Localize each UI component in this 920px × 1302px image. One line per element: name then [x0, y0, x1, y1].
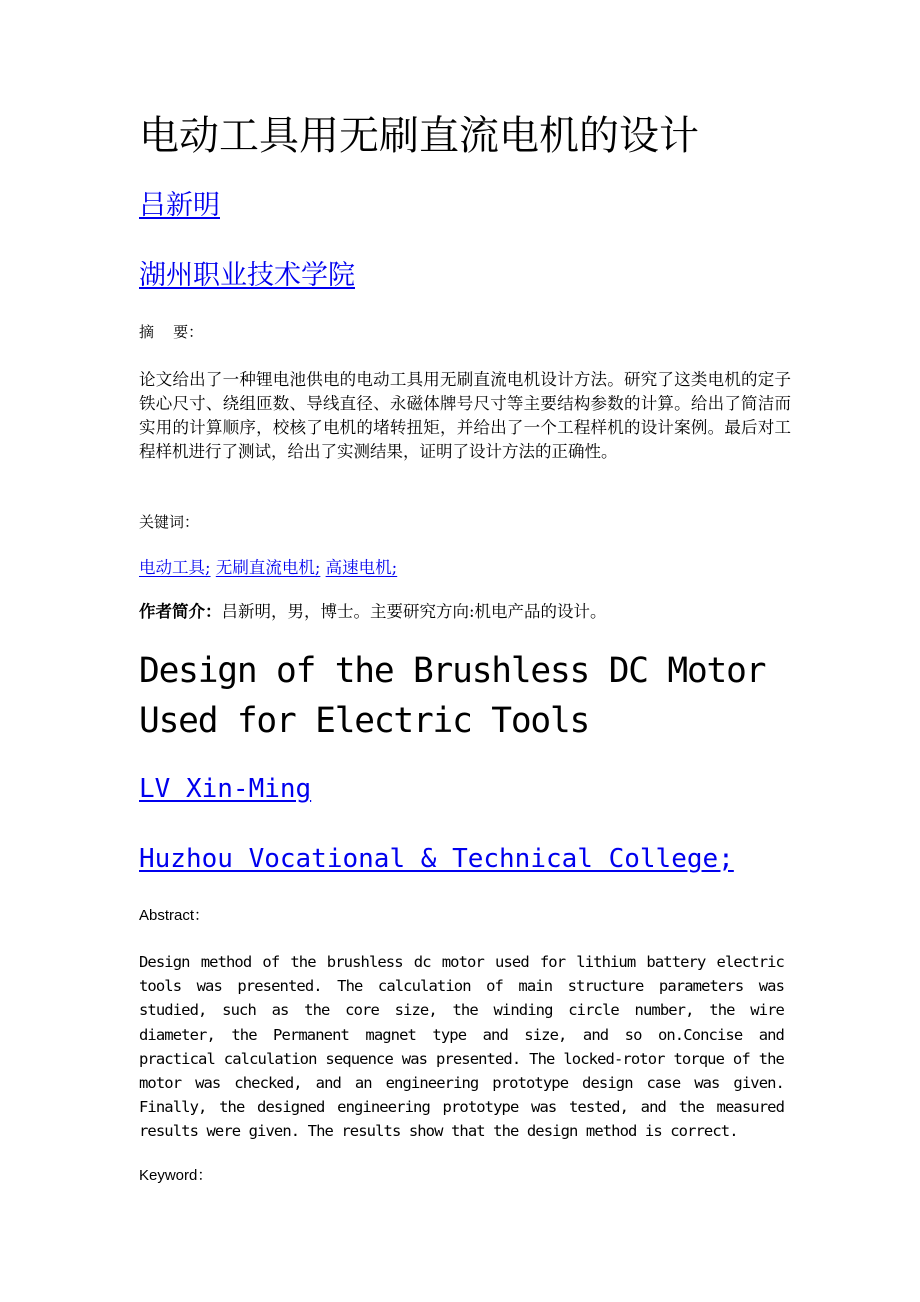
english-title: Design of the Brushless DC Motor Used for Electric Tools [139, 651, 766, 741]
chinese-abstract-label: 摘 要： [139, 323, 204, 341]
chinese-affiliation [139, 258, 355, 294]
chinese-keywords [139, 556, 397, 580]
chinese-affiliation-link[interactable]: 湖州职业技术学院 [139, 260, 355, 291]
keyword-link-electric-tools[interactable]: 电动工具; [139, 558, 211, 577]
keyword-link-bldc-motor[interactable]: 无刷直流电机; [215, 558, 321, 577]
english-affiliation [139, 840, 734, 878]
author-bio-label: 作者简介： [139, 602, 222, 621]
english-author-link[interactable]: LV Xin-Ming [139, 774, 312, 804]
chinese-title: 电动工具用无刷直流电机的设计 [139, 113, 699, 159]
chinese-author-link[interactable]: 吕新明 [139, 190, 220, 221]
english-keywords-label: Keyword： [139, 1167, 213, 1184]
author-bio-text: 吕新明，男，博士。主要研究方向:机电产品的设计。 [221, 602, 607, 621]
chinese-author-bio [139, 600, 607, 624]
chinese-abstract: 论文给出了一种锂电池供电的电动工具用无刷直流电机设计方法。研究了这类电机的定子铁心尺寸、绕组匝数、导线直径、永磁体牌号尺寸等主要结构参数的计算。给出了简洁而实用的计算顺序，校核了电机的堵转扭矩，并给出了一个工程样机的设计案例。最后对工程样机进行了测试，给出了实测结果，证明了设计方法的正确性。 [139, 370, 791, 461]
english-affiliation-link[interactable]: Huzhou Vocational & Technical College; [139, 844, 734, 874]
keyword-link-high-speed-motor[interactable]: 高速电机; [325, 558, 398, 577]
chinese-author [139, 188, 220, 224]
english-abstract-label: Abstract： [139, 907, 210, 924]
chinese-keywords-label: 关键词： [139, 513, 200, 531]
english-abstract: Design method of the brushless dc motor used for lithium battery electric tools was presented. The calculation of main structure parameters was studied, such as the core size, the winding circle number, the wire diameter, the Permanent magnet type and size, and so on.Concise and practical calculation sequence was presented. The locked-rotor torque of the motor was checked, and an engineering prototype design case was given. Finally, the designed engineering prototype was tested, and the measured results were given. The results show that the design method is correct. [139, 953, 784, 1141]
english-author [139, 770, 311, 808]
